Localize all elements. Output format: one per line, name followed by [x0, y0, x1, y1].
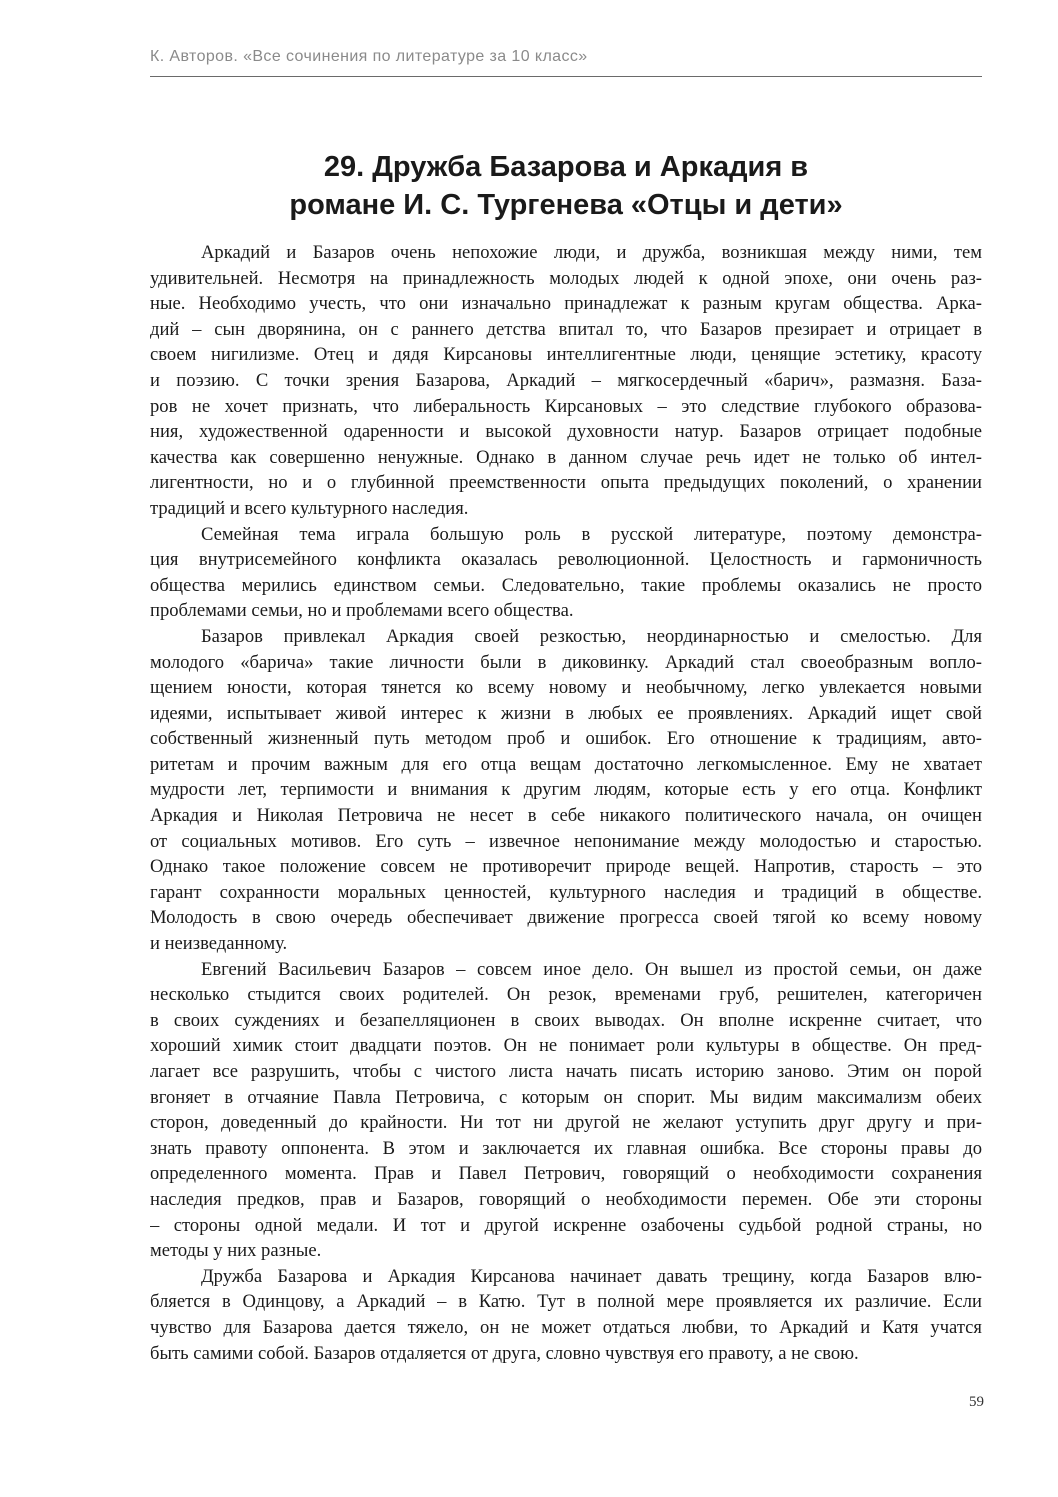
text-line: ров не хочет признать, что либеральность Кирсановых – это следствие глубокого образова- — [150, 395, 982, 417]
text-line: идеями, испытывает живой интерес к жизни в любых ее проявлениях. Аркадий ищет свой — [150, 702, 982, 724]
text-line: сторон, доведенный до крайности. Ни тот ни другой не желают уступить друг другу и при- — [150, 1112, 982, 1134]
text-line: Семейная тема играла большую роль в русской литературе, поэтому демонстра- — [201, 523, 982, 545]
text-line: Дружба Базарова и Аркадия Кирсанова начинает давать трещину, когда Базаров влю- — [201, 1265, 982, 1287]
text-line: дий – сын дворянина, он с раннего детства впитал то, что Базаров презирает и отрицает в — [150, 318, 982, 340]
text-line: качества как совершенно ненужные. Однако в данном случае речь идет не только об интел- — [150, 446, 982, 468]
text-line: удивительней. Несмотря на принадлежность молодых людей к одной эпохе, они очень раз- — [150, 267, 982, 289]
text-line: лигентности, но и о глубинной преемственности опыта предыдущих поколений, о хранении — [150, 472, 982, 494]
text-line: – стороны одной медали. И тот и другой искренне озабочены судьбой родной страны, но — [150, 1214, 982, 1236]
text-line: Аркадий и Базаров очень непохожие люди, и дружба, возникшая между ними, тем — [201, 242, 982, 263]
text-line: собственный жизненный путь методом проб и ошибок. Его отношение к традициям, авто- — [150, 728, 982, 750]
text-line: гарант сохранности моральных ценностей, культурного наследия и традиций в обществе. — [150, 881, 982, 903]
text-line: Молодость в свою очередь обеспечивает движение прогресса своей тягой ко всему новому — [150, 907, 982, 929]
header-rule — [150, 76, 982, 77]
text-line: знать правоту оппонента. В этом и заключается их главная ошибка. Все стороны правы до — [150, 1137, 982, 1159]
text-line: традиций и всего культурного наследия. — [150, 497, 469, 519]
text-line: Базаров привлекал Аркадия своей резкостью, неординарностью и смелостью. Для — [201, 625, 982, 647]
text-line: и неизведанному. — [150, 933, 288, 955]
text-line: чувство для Базарова дается тяжело, он не может отдаться любви, то Аркадий и Катя учатся — [150, 1316, 982, 1338]
text-line: хороший химик стоит двадцати поэтов. Он не понимает роли культуры в обществе. Он пред- — [150, 1035, 982, 1057]
text-line: быть самими собой. Базаров отдаляется от друга, словно чувствуя его правоту, а не свою. — [150, 1342, 859, 1364]
title-line: 29. Дружба Базарова и Аркадия в — [323, 151, 809, 183]
text-line: ритетам и прочим важным для его отца вещам достаточно легкомысленное. Ему не хватает — [150, 753, 982, 775]
text-line: в своих суждениях и безапелляционен в своих выводах. Он вполне искренне считает, что — [150, 1009, 982, 1031]
text-line: Однако такое положение совсем не противоречит природе вещей. Напротив, старость – это — [150, 856, 982, 878]
text-line: щением юности, которая тянется ко всему новому и необычному, легко увлекается новыми — [150, 677, 982, 699]
text-line: и поэзию. С точки зрения Базарова, Аркадий – мягкосердечный «барич», размазня. База- — [150, 369, 982, 391]
text-line: ные. Необходимо учесть, что они изначально принадлежат к разным кругам общества. Арка- — [150, 293, 982, 315]
text-line: ния, художественной одаренности и высокой духовности натур. Базаров отрицает подобные — [150, 421, 982, 443]
title-line: романе И. С. Тургенева «Отцы и дети» — [289, 189, 843, 221]
text-line: ция внутрисемейного конфликта оказалась революционной. Целостность и гармоничность — [150, 549, 982, 571]
chapter-title — [150, 148, 982, 224]
text-line: молодого «барича» такие личности были в диковинку. Аркадий стал своеобразным вопло- — [150, 651, 982, 673]
text-line: Евгений Васильевич Базаров – совсем иное дело. Он вышел из простой семьи, он даже — [201, 958, 982, 980]
running-head: К. Авторов. «Все сочинения по литературе за 10 класс» — [150, 48, 588, 65]
page-number: 59 — [969, 1394, 984, 1410]
text-line: своем нигилизме. Отец и дядя Кирсановы интеллигентные люди, ценящие эстетику, красоту — [150, 344, 982, 366]
text-line: лагает все разрушить, чтобы с чистого листа начать писать историю заново. Этим он порой — [150, 1061, 982, 1082]
text-line: от социальных мотивов. Его суть – извечное непонимание между молодостью и старостью. — [150, 830, 982, 852]
essay-body — [150, 240, 982, 1366]
text-line: общества мерились единством семьи. Следовательно, такие проблемы оказались не просто — [150, 574, 982, 596]
text-line: проблемами семьи, но и проблемами всего общества. — [150, 600, 574, 622]
text-line: несколько стыдится своих родителей. Он резок, временами груб, решителен, категоричен — [150, 984, 982, 1006]
text-line: Аркадия и Николая Петровича не несет в себе никакого политического начала, он очищен — [150, 805, 982, 827]
text-line: вгоняет в отчаяние Павла Петровича, с которым он спорит. Мы видим максимализм обеих — [150, 1086, 982, 1108]
text-line: определенного момента. Прав и Павел Петрович, говорящий о необходимости сохранения — [150, 1163, 982, 1185]
text-line: наследия предков, прав и Базаров, говорящий о необходимости перемен. Обе эти стороны — [150, 1188, 982, 1210]
text-line: мудрости лет, терпимости и внимания к другим людям, которые есть у его отца. Конфликт — [150, 779, 982, 801]
text-line: бляется в Одинцову, а Аркадий – в Катю. Тут в полной мере проявляется их различие. Если — [150, 1291, 982, 1313]
text-line: методы у них разные. — [150, 1240, 322, 1262]
